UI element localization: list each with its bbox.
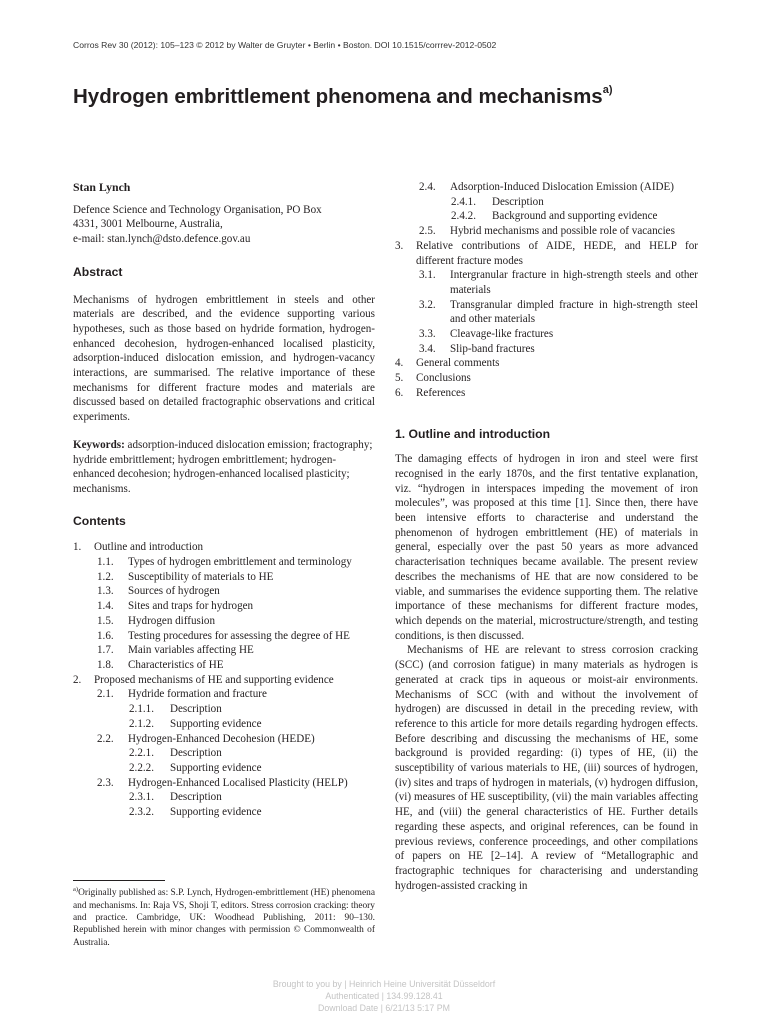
- toc-entry-title: Hydrogen-Enhanced Decohesion (HEDE): [128, 732, 315, 745]
- toc-entry-number: 2.1.1.: [129, 703, 154, 716]
- toc-entry-title: Description: [170, 791, 222, 804]
- toc-entry-number: 1.4.: [97, 600, 114, 613]
- toc-entry-number: 3.: [395, 239, 404, 252]
- toc-entry-title: Supporting evidence: [170, 806, 262, 819]
- footnote-mark: a): [73, 886, 79, 893]
- toc-entry-number: 1.8.: [97, 658, 114, 671]
- article-title: [73, 85, 612, 109]
- toc-entry-number: 3.3.: [419, 328, 436, 341]
- toc-entry-number: 1.5.: [97, 614, 114, 627]
- toc-entry-number: 2.1.2.: [129, 717, 154, 730]
- footnote-text: Originally published as: S.P. Lynch, Hydrogen-embrittlement (HE) phenomena and mechanisms. In: Raja VS, Shoji T, editors. Stress corrosion cracking: theory and practice. Cambridge, UK: Woodhead Publishing, 2011: 90–130. Republished herein with minor changes with permission © Commonwealth of Australia.: [73, 888, 375, 948]
- author-affiliation: [73, 203, 375, 247]
- toc-entry: [395, 209, 698, 224]
- toc-entry-number: 2.4.2.: [451, 210, 476, 223]
- toc-entry: [73, 599, 375, 614]
- toc-entry: [73, 540, 375, 555]
- toc-entry: [395, 327, 698, 342]
- toc-entry-title: Description: [170, 747, 222, 760]
- toc-entry: [73, 584, 375, 599]
- toc-entry-title: References: [416, 386, 466, 399]
- toc-entry-number: 3.4.: [419, 342, 436, 355]
- toc-entry: [73, 746, 375, 761]
- toc-entry-number: 2.4.1.: [451, 195, 476, 208]
- section-heading: 1. Outline and introduction: [395, 426, 551, 441]
- toc-entry: [395, 239, 698, 268]
- toc-entry-title: Supporting evidence: [170, 717, 262, 730]
- toc-entry: [395, 386, 698, 401]
- download-watermark-line: Brought to you by | Heinrich Heine Universität Düsseldorf: [272, 979, 496, 989]
- toc-entry-title: Supporting evidence: [170, 761, 262, 774]
- affiliation-line: Defence Science and Technology Organisation, PO Box: [73, 203, 322, 216]
- toc-entry: [73, 570, 375, 585]
- toc-entry-title: Sources of hydrogen: [128, 585, 220, 598]
- toc-entry-number: 2.3.: [97, 776, 114, 789]
- toc-entry-number: 1.2.: [97, 570, 114, 583]
- toc-entry-title: Proposed mechanisms of HE and supporting evidence: [94, 673, 334, 686]
- toc-entry: [395, 195, 698, 210]
- toc-entry-title: Conclusions: [416, 372, 471, 385]
- toc-entry-title: Characteristics of HE: [128, 658, 224, 671]
- abstract-heading: Abstract: [73, 264, 123, 279]
- toc-entry: [73, 732, 375, 747]
- toc-entry: [73, 761, 375, 776]
- toc-entry-number: 3.1.: [419, 269, 436, 282]
- toc-entry-title: Relative contributions of AIDE, HEDE, and HELP for different fracture modes: [416, 239, 698, 267]
- journal-citation: Corros Rev 30 (2012): 105–123 © 2012 by Walter de Gruyter • Berlin • Boston. DOI 10.1515/corrrev-2012-0502: [73, 40, 497, 50]
- title-text: Hydrogen embrittlement phenomena and mechanisms: [73, 85, 603, 108]
- footnote: [73, 884, 375, 949]
- abstract-text: Mechanisms of hydrogen embrittlement in steels and other materials are described, and the evidence supporting various hypotheses, such as those based on hydride formation, hydrogen-enhanced decohesion, hydrogen-enhanced localised plasticity, adsorption-induced dislocation emission, and hydrogen-vacancy interactions, are summarised. The relative importance of these mechanisms for different fracture modes and materials are discussed based on detailed fractographic observations and critical experiments.: [73, 293, 375, 424]
- toc-entry: [73, 629, 375, 644]
- toc-entry-title: Types of hydrogen embrittlement and terminology: [128, 556, 352, 569]
- toc-entry-number: 2.3.1.: [129, 791, 154, 804]
- left-column: [73, 180, 375, 820]
- author-email: e-mail: stan.lynch@dsto.defence.gov.au: [73, 233, 251, 246]
- toc-entry-title: Transgranular dimpled fracture in high-strength steel and other materials: [450, 298, 698, 326]
- download-watermark-line: Authenticated | 134.99.128.41: [325, 991, 443, 1001]
- toc-entry-number: 1.1.: [97, 556, 114, 569]
- toc-entry-number: 2.2.1.: [129, 747, 154, 760]
- toc-entry: [73, 658, 375, 673]
- toc-entry: [73, 614, 375, 629]
- toc-entry-title: Testing procedures for assessing the degree of HE: [128, 629, 350, 642]
- toc-entry-title: Intergranular fracture in high-strength steels and other materials: [450, 269, 698, 296]
- toc-entry-number: 2.2.2.: [129, 761, 154, 774]
- toc-entry-number: 2.5.: [419, 225, 436, 238]
- toc-entry: [73, 790, 375, 805]
- contents-heading: Contents: [73, 513, 126, 528]
- toc-entry: [395, 268, 698, 297]
- toc-entry: [395, 180, 698, 195]
- toc-entry: [73, 673, 375, 688]
- toc-entry-title: Description: [492, 195, 544, 208]
- toc-entry-number: 1.: [73, 541, 82, 554]
- toc-entry: [395, 224, 698, 239]
- toc-entry: [73, 643, 375, 658]
- title-footnote-mark: a): [602, 84, 613, 97]
- toc-entry-number: 2.1.: [97, 688, 114, 701]
- body-paragraph: The damaging effects of hydrogen in iron and steel were first recognised in the early 1870s, and the first tentative explanation, viz. “hydrogen in interspaces impeding the movement of iron molecules”, was proposed at this time [1]. Since then, there have been intensive efforts to characterise and understand the phenomenon of hydrogen embrittlement (HE) of materials in general, especially over the past 50 years as more advanced characterisation techniques became available. The present review describes the mechanisms of HE that are now considered to be viable, and summarises the evidence supporting them. The relative importance of these mechanisms for different fracture modes, which depends on the material, microstructure/strength, and testing conditions, is then discussed.: [395, 453, 698, 642]
- toc-entry-title: Adsorption-Induced Dislocation Emission (AIDE): [450, 181, 674, 193]
- toc-entry-number: 3.2.: [419, 298, 436, 311]
- toc-entry-title: Main variables affecting HE: [128, 644, 254, 657]
- toc-entry-title: General comments: [416, 357, 500, 370]
- keywords-list: adsorption-induced dislocation emission; fractography; hydride embrittlement; hydrogen embrittlement; hydrogen-enhanced decohesion; hydrogen-enhanced localised plasticity; mechanisms.: [73, 438, 373, 495]
- toc-entry-title: Background and supporting evidence: [492, 210, 658, 223]
- toc-entry: [73, 776, 375, 791]
- toc-entry-title: Susceptibility of materials to HE: [128, 570, 274, 583]
- toc-entry: [73, 702, 375, 717]
- toc-entry-title: Slip-band fractures: [450, 342, 535, 355]
- keywords-label: Keywords:: [73, 438, 125, 451]
- keywords: [73, 438, 375, 497]
- toc-entry-number: 2.: [73, 673, 82, 686]
- toc-entry-title: Hydride formation and fracture: [128, 688, 267, 701]
- toc-entry: [395, 371, 698, 386]
- toc-entry-number: 5.: [395, 372, 404, 385]
- toc-entry: [395, 298, 698, 327]
- table-of-contents-continued: [395, 180, 698, 401]
- toc-entry: [395, 342, 698, 357]
- toc-entry-number: 1.7.: [97, 644, 114, 657]
- toc-entry: [73, 717, 375, 732]
- toc-entry: [395, 356, 698, 371]
- toc-entry-number: 1.3.: [97, 585, 114, 598]
- footnote-rule: [73, 880, 165, 881]
- toc-entry: [73, 805, 375, 820]
- right-column: [395, 180, 698, 893]
- toc-entry-number: 6.: [395, 386, 404, 399]
- toc-entry-number: 2.4.: [419, 181, 436, 193]
- toc-entry-title: Hybrid mechanisms and possible role of vacancies: [450, 225, 675, 238]
- table-of-contents: [73, 540, 375, 819]
- author-name: Stan Lynch: [73, 180, 131, 194]
- toc-entry: [73, 555, 375, 570]
- download-watermark-line: Download Date | 6/21/13 5:17 PM: [318, 1003, 450, 1013]
- toc-entry-number: 4.: [395, 357, 404, 370]
- toc-entry-number: 2.2.: [97, 732, 114, 745]
- affiliation-line: 4331, 3001 Melbourne, Australia,: [73, 218, 223, 231]
- toc-entry-number: 1.6.: [97, 629, 114, 642]
- toc-entry: [73, 687, 375, 702]
- toc-entry-title: Hydrogen diffusion: [128, 614, 215, 627]
- toc-entry-title: Cleavage-like fractures: [450, 328, 554, 341]
- intro-body: [395, 452, 698, 893]
- toc-entry-number: 2.3.2.: [129, 806, 154, 819]
- toc-entry-title: Description: [170, 703, 222, 716]
- toc-entry-title: Sites and traps for hydrogen: [128, 600, 254, 613]
- toc-entry-title: Hydrogen-Enhanced Localised Plasticity (HELP): [128, 776, 348, 789]
- toc-entry-title: Outline and introduction: [94, 541, 204, 554]
- body-paragraph: Mechanisms of HE are relevant to stress corrosion cracking (SCC) (and corrosion fatigue) in many materials as hydrogen is generated at crack tips in aqueous or moist-air environments. Mechanisms of SCC (with and without the involvement of hydrogen) are discussed in detail in the preceding review, with reference to this article for more details regarding hydrogen effects. Before describing and discussing the mechanisms of HE, some background is provided regarding: (i) types of HE, (ii) the susceptibility of various materials to HE, (iii) sources of hydrogen, (iv) sites and traps of hydrogen in materials, (v) hydrogen diffusion, (vi) measures of HE susceptibility, (vii) the main variables affecting HE, and (viii) the general characteristics of HE. Further details regarding these aspects, and original references, can be found in previous reviews, conference proceedings, and other compilations of papers on HE [2–14]. A review of “Metallographic and fractographic techniques for characterising and understanding hydrogen-assisted cracking in: [395, 644, 698, 892]
